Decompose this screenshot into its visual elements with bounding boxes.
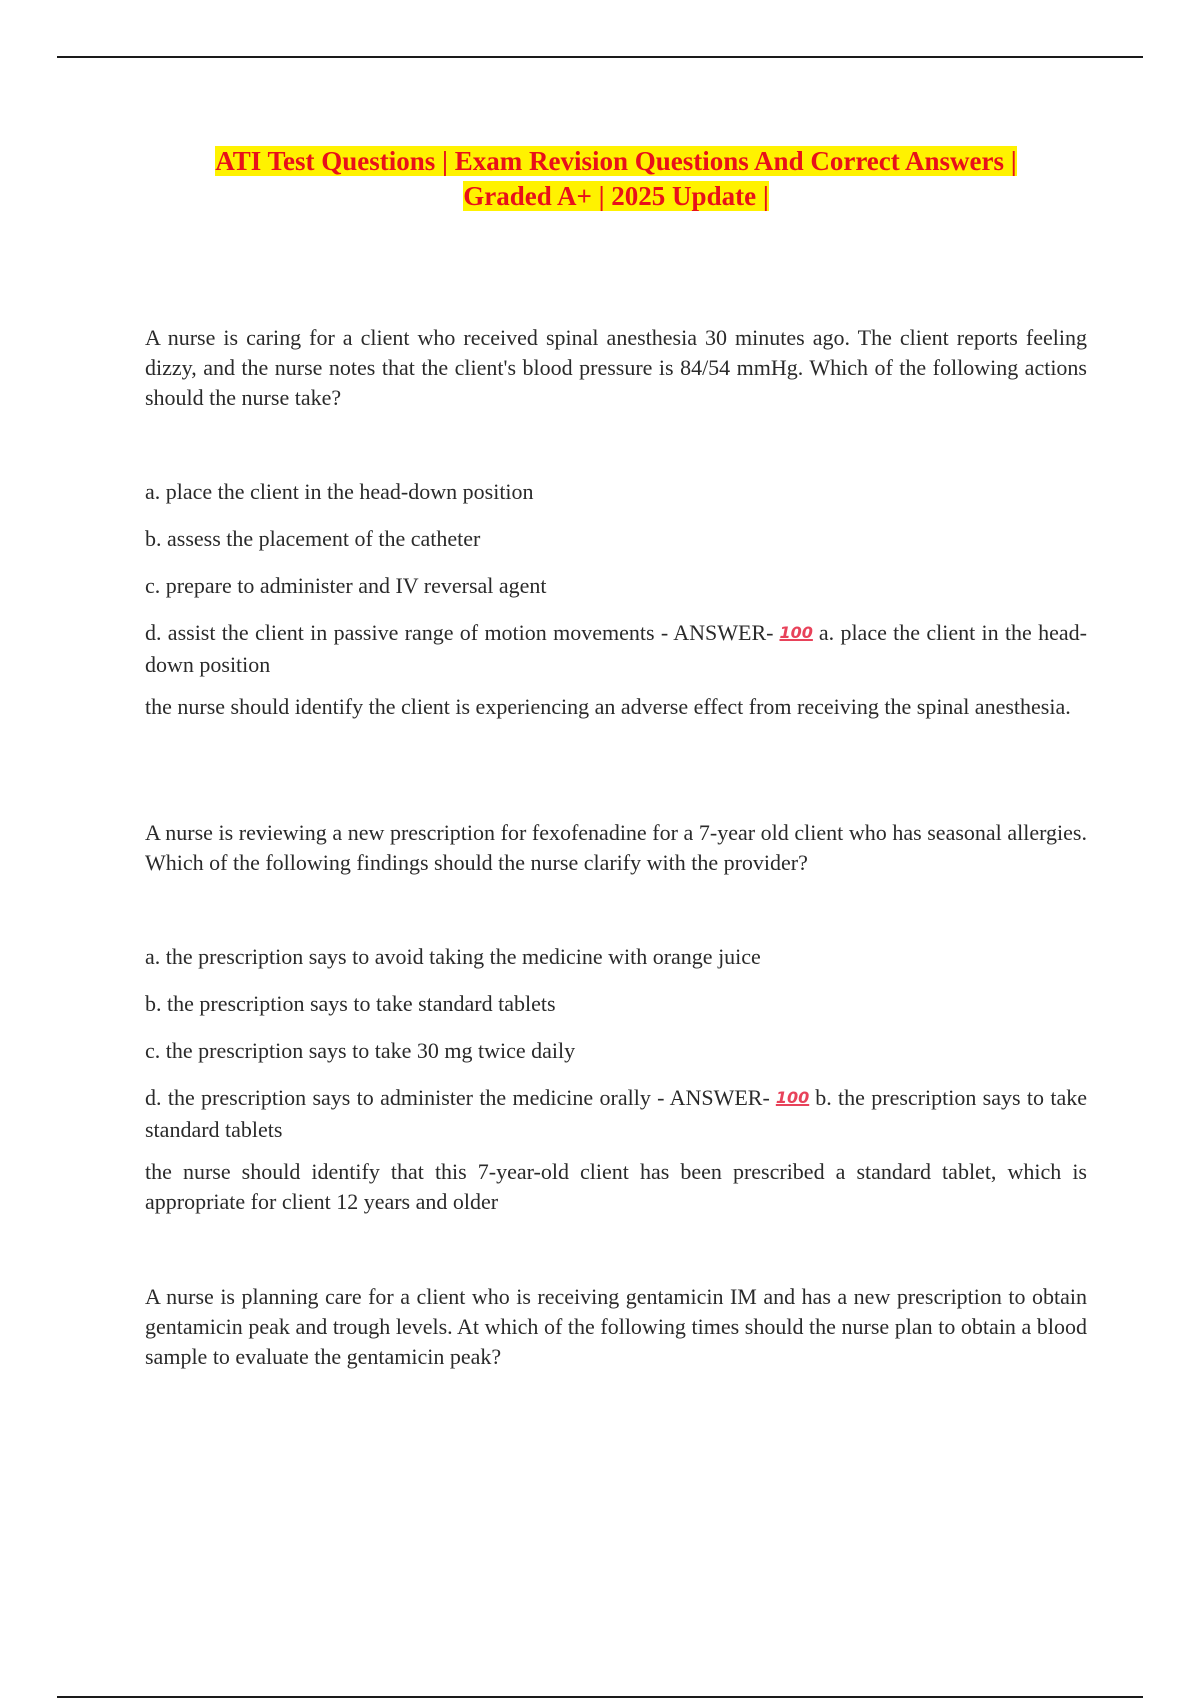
question-1-options [145,477,1087,722]
top-rule [57,56,1143,58]
option-b: b. the prescription says to take standard tablets [145,991,556,1016]
question-2 [145,818,1087,878]
option-a: a. the prescription says to avoid taking the medicine with orange juice [145,944,761,969]
hundred-points-icon: 100 [779,623,813,642]
title-line-2: Graded A+ | 2025 Update | [463,181,769,211]
option-b: b. assess the placement of the catheter [145,526,481,551]
question-2-options [145,942,1087,1217]
question-1 [145,323,1087,413]
question-text: A nurse is reviewing a new prescription for fexofenadine for a 7-year old client who has seasonal allergies. Which of the following findings should the nurse clarify with the provider? [145,820,1087,875]
title-line-1: ATI Test Questions | Exam Revision Questions And Correct Answers | [215,146,1017,176]
option-d: d. the prescription says to administer the medicine orally - ANSWER- [145,1085,770,1110]
option-d: d. assist the client in passive range of motion movements - ANSWER- [145,620,774,645]
correct-answer: b. the prescription says to take standard tablets [145,1085,1087,1142]
option-c: c. the prescription says to take 30 mg twice daily [145,1038,576,1063]
bottom-rule [57,1696,1143,1698]
correct-answer: a. place the client in the head-down position [145,620,1087,677]
question-text: A nurse is caring for a client who received spinal anesthesia 30 minutes ago. The client reports feeling dizzy, and the nurse notes that the client's blood pressure is 84/54 mmHg. Which of the following actions should the nurse take? [145,325,1087,410]
question-text: A nurse is planning care for a client who is receiving gentamicin IM and has a new prescription to obtain gentamicin peak and trough levels. At which of the following times should the nurse plan to obtain a blood sample to evaluate the gentamicin peak? [145,1284,1087,1369]
hundred-points-icon: 100 [775,1088,810,1107]
explanation: the nurse should identify that this 7-year-old client has been prescribed a standard tablet, which is appropriate for client 12 years and older [145,1159,1087,1214]
option-d-with-answer [145,1083,1087,1145]
option-c: c. prepare to administer and IV reversal agent [145,573,547,598]
question-3 [145,1282,1087,1372]
option-d-with-answer [145,618,1087,680]
explanation: the nurse should identify the client is experiencing an adverse effect from receiving the spinal anesthesia. [145,694,1071,719]
document-title [145,144,1087,214]
option-a: a. place the client in the head-down position [145,479,534,504]
